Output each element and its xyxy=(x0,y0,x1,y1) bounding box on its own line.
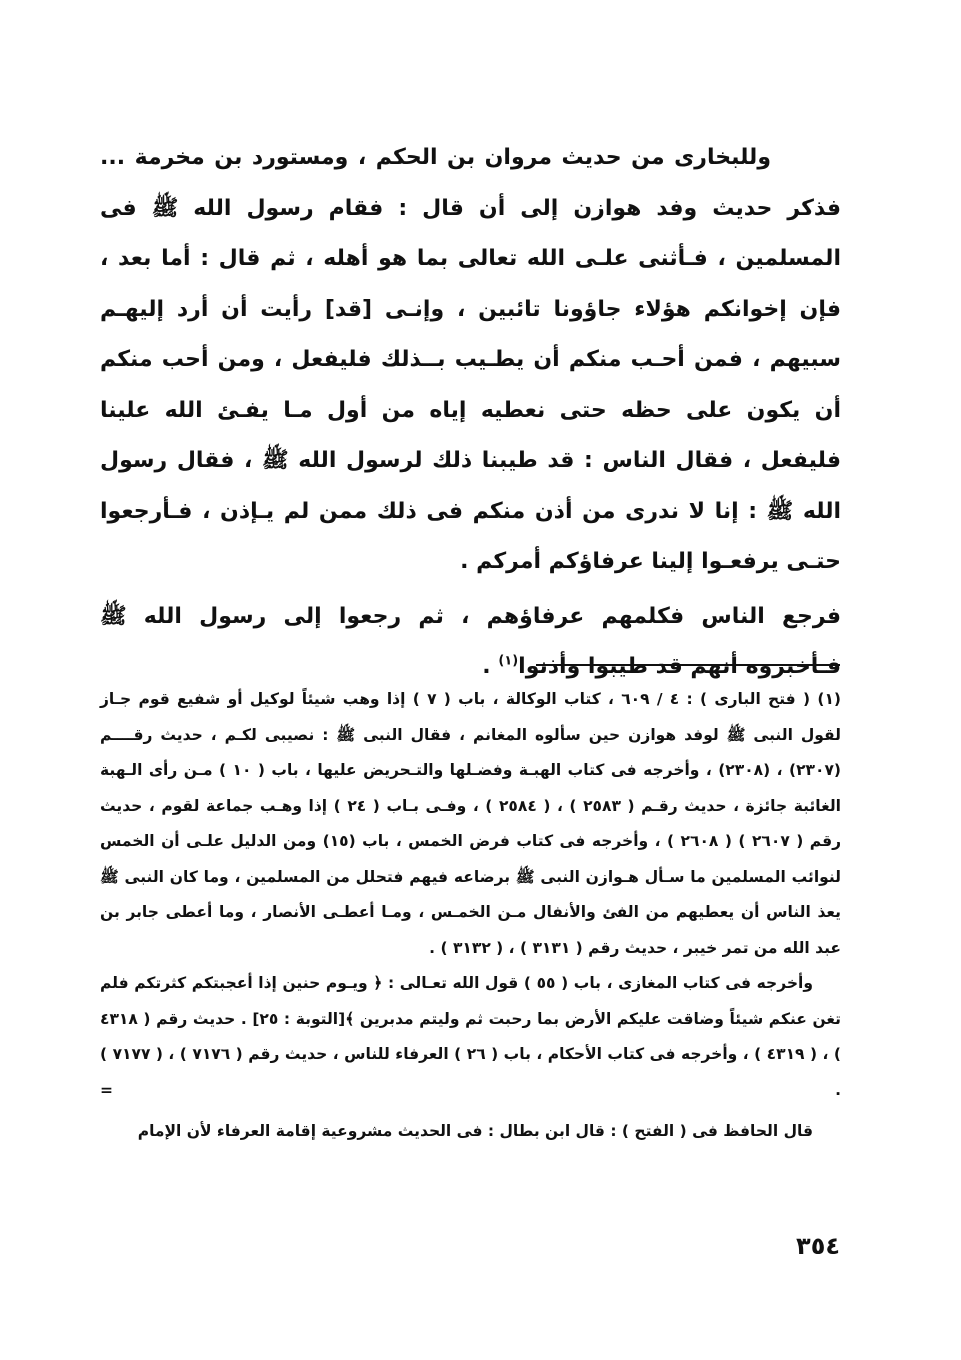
main-paragraph-2 xyxy=(100,592,841,693)
footnote-1: (١) ( فتح البارى ) : ٤ / ٦٠٩ ، كتاب الوكالة ، باب ( ٧ ) إذا وهب شيئاً لوكيل أو شفيع قوم جـاز لقول النبى ﷺ لوفد هوازن حين سألوه المغانم ، فقال النبى ﷺ : نصيبى لكـم ، حديث رقــــم (٢٣٠٧) ، (٢٣٠٨) ، وأخرجه فى كتاب الهبـة وفضـلها والتـحريض عليها ، باب ( ١٠ ) مـن رأى الـهبة الغائبة جائزة ، حديث رقـم ( ٢٥٨٣ ) ، ( ٢٥٨٤ ) ، وفـى بـاب ( ٢٤ ) إذا وهـب جماعة لقوم ، حديث رقم ( ٢٦٠٧ ) ( ٢٦٠٨ ) ، وأخرجه فى كتاب فرض الخمس ، باب (١٥) ومن الدليل علـى أن الخمس لنوائب المسلمين ما سـأل هـوازن النبى ﷺ برضاعه فيهم فتحلل من المسلمين ، وما كان النبى ﷺ يعذ الناس أن يعطيهم من الفئ والأنفال مـن الخمـس ، ومـا أعطـى الأنصار ، وما أعطى جابر بن عبد الله من تمر خيبر ، حديث رقم ( ٣١٣١ ) ، ( ٣١٣٢ ) . xyxy=(100,690,842,957)
footnote-reference: (١) xyxy=(498,653,519,669)
footnote-1-continuation-a xyxy=(100,966,841,1108)
page-number: ٣٥٤ xyxy=(796,1232,840,1260)
footnote-divider xyxy=(536,664,840,666)
main-paragraph-2-text: فرجع الناس فكلمهم عرفاؤهم ، ثم رجعوا إلى رسول الله ﷺ فـأخبروه أنهم قد طيبوا وأذنوا xyxy=(100,603,841,679)
main-paragraph-2-end: . xyxy=(482,654,499,679)
main-text xyxy=(100,133,841,693)
footnote-1-continuation-b: قال الحافظ فى ( الفتح ) : قال ابن بطال : فى الحديث مشروعية إقامة العرفاء لأن الإمام xyxy=(137,1122,813,1140)
footnotes xyxy=(100,682,841,1150)
continuation-mark: = xyxy=(100,1080,113,1099)
main-paragraph-1: وللبخارى من حديث مروان بن الحكم ، ومستورد بن مخرمة ... فذكر حديث وفد هوازن إلى أن قال : فقام رسول الله ﷺ فى المسلمين ، فـأثنى علـى الله تعالى بما هو أهله ، ثم قال : أما بعد ، فإن إخوانكم هؤلاء جاؤونا تائبين ، وإنـى [قد] رأيت أن أرد إليهـم سبيهم ، فمن أحـب منكم أن يطـيب بــذلك فليفعل ، ومن أحب منكم أن يكون على حظه حتى نعطيه إياه من أول مـا يفـئ الله علينا فليفعل ، فقال الناس : قد طيبنا ذلك لرسول الله ﷺ ، فقال رسول الله ﷺ : إنا لا ندرى من أذن منكم فى ذلك ممن لم يـإذن ، فـأرجعوا حتـى يرفعـوا إلينا عرفاؤكم أمركم . xyxy=(100,145,841,574)
footnote-1-continuation-a-text: وأخرجه فى كتاب المغازى ، باب ( ٥٥ ) قول الله تعـالى : ﴿ ويـوم حنين إذا أعجبتكم كثرتكم فلم تغن عنكم شيئاً وضاقت عليكم الأرض بما رحبت ثم وليتم مدبرين ﴾[التوبة : ٢٥] . حديث رقم ( ٤٣١٨ ) ، ( ٤٣١٩ ) ، وأخرجه فى كتاب الأحكام ، باب ( ٢٦ ) العرفاء للناس ، حديث رقم ( ٧١٧٦ ) ، ( ٧١٧٧ ) . xyxy=(100,974,841,1099)
